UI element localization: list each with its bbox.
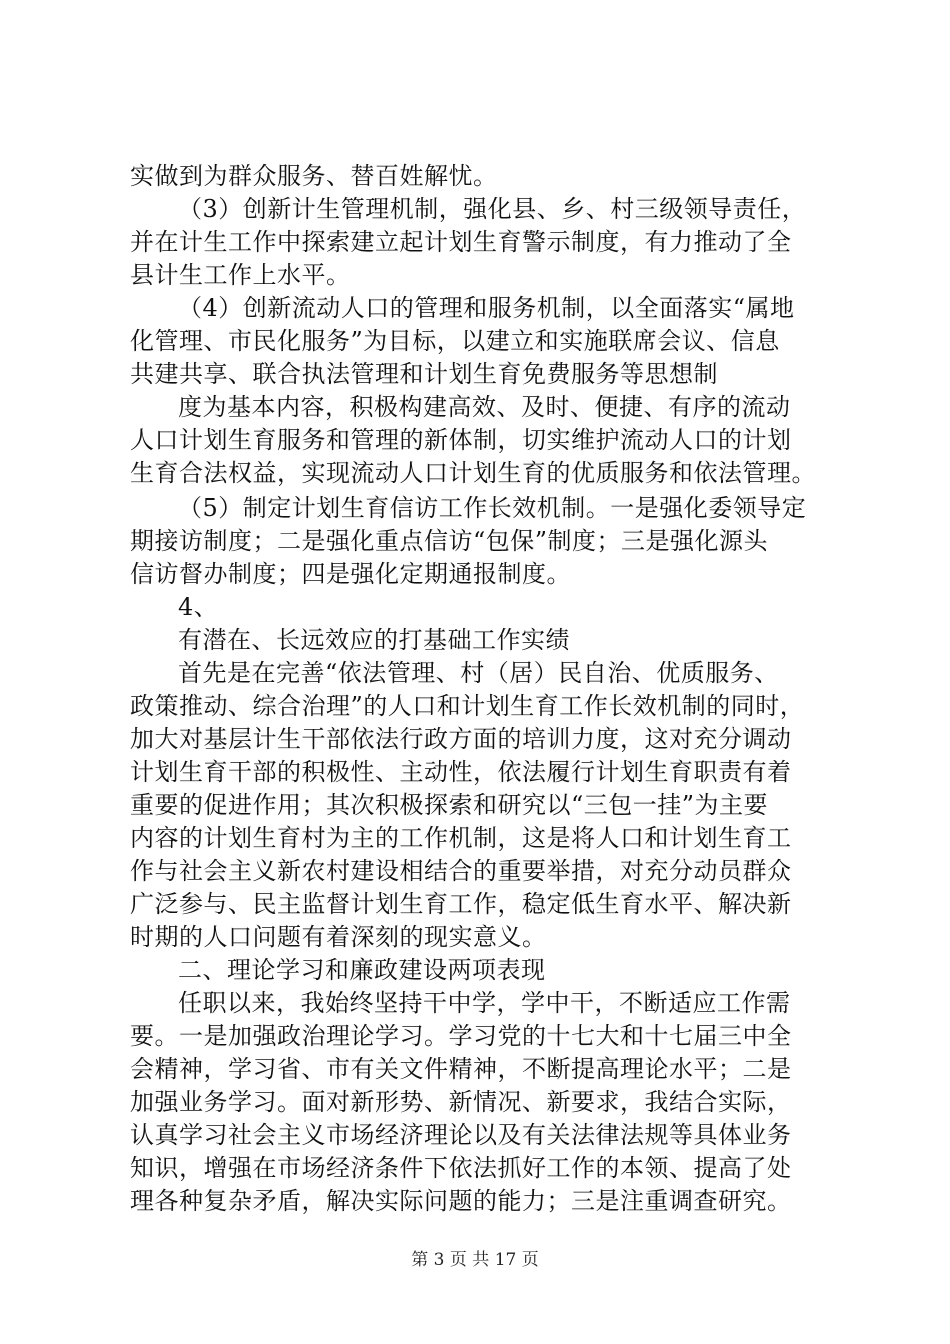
text-line: 化管理、市民化服务”为目标，以建立和实施联席会议、信息 bbox=[130, 327, 780, 355]
text-line: 共建共享、联合执法管理和计划生育免费服务等思想制 bbox=[130, 360, 718, 388]
text-line: 4、 bbox=[178, 593, 219, 621]
text-line: 理各种复杂矛盾，解决实际问题的能力；三是注重调查研究。 bbox=[130, 1187, 792, 1215]
text-line: （4）创新流动人口的管理和服务机制，以全面落实“属地 bbox=[178, 294, 795, 322]
text-line: 广泛参与、民主监督计划生育工作，稳定低生育水平、解决新 bbox=[130, 890, 792, 918]
text-line: 会精神，学习省、市有关文件精神，不断提高理论水平；二是 bbox=[130, 1055, 792, 1083]
text-line: 生育合法权益，实现流动人口计划生育的优质服务和依法管理。 bbox=[130, 459, 816, 487]
text-line: 信访督办制度；四是强化定期通报制度。 bbox=[130, 560, 571, 588]
text-line: 首先是在完善“依法管理、村（居）民自治、优质服务、 bbox=[178, 659, 779, 687]
text-line: 作与社会主义新农村建设相结合的重要举措，对充分动员群众 bbox=[130, 857, 792, 885]
text-line: 计划生育干部的积极性、主动性，依法履行计划生育职责有着 bbox=[130, 758, 792, 786]
text-line: 加强业务学习。面对新形势、新情况、新要求，我结合实际， bbox=[130, 1088, 792, 1116]
text-line: （3）创新计生管理机制，强化县、乡、村三级领导责任， bbox=[178, 195, 807, 223]
text-line: 人口计划生育服务和管理的新体制，切实维护流动人口的计划 bbox=[130, 426, 792, 454]
text-line: 认真学习社会主义市场经济理论以及有关法律法规等具体业务 bbox=[130, 1121, 792, 1149]
text-line: 内容的计划生育村为主的工作机制，这是将人口和计划生育工 bbox=[130, 824, 792, 852]
text-line: 要。一是加强政治理论学习。学习党的十七大和十七届三中全 bbox=[130, 1022, 792, 1050]
text-line: 知识，增强在市场经济条件下依法抓好工作的本领、提高了处 bbox=[130, 1154, 792, 1182]
text-line: 期接访制度；二是强化重点信访“包保”制度；三是强化源头 bbox=[130, 527, 769, 555]
text-line: 政策推动、综合治理”的人口和计划生育工作长效机制的同时， bbox=[130, 692, 805, 720]
text-line: 时期的人口问题有着深刻的现实意义。 bbox=[130, 923, 547, 951]
text-line: 加大对基层计生干部依法行政方面的培训力度，这对充分调动 bbox=[130, 725, 792, 753]
text-line: 县计生工作上水平。 bbox=[130, 261, 351, 289]
text-line: 任职以来，我始终坚持干中学，学中干，不断适应工作需 bbox=[178, 989, 791, 1017]
page-footer: 第 3 页 共 17 页 bbox=[411, 1250, 539, 1270]
section-heading: 有潜在、长远效应的打基础工作实绩 bbox=[178, 626, 570, 654]
text-line: （5）制定计划生育信访工作长效机制。一是强化委领导定 bbox=[178, 494, 807, 522]
text-line: 重要的促进作用；其次积极探索和研究以“三包一挂”为主要 bbox=[130, 791, 769, 819]
text-line: 实做到为群众服务、替百姓解忧。 bbox=[130, 162, 498, 190]
section-heading: 二、理论学习和廉政建设两项表现 bbox=[178, 956, 546, 984]
text-line: 度为基本内容，积极构建高效、及时、便捷、有序的流动 bbox=[178, 393, 791, 421]
text-line: 并在计生工作中探索建立起计划生育警示制度，有力推动了全 bbox=[130, 228, 792, 256]
